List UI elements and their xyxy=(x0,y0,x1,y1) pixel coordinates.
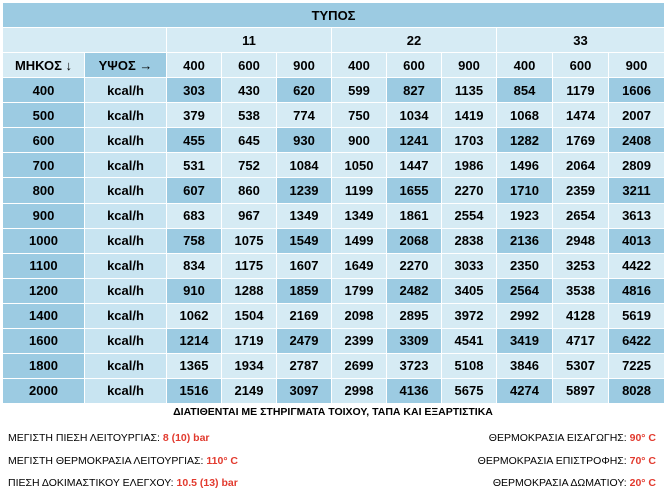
output-value-cell: 5307 xyxy=(553,353,609,378)
output-value-cell: 860 xyxy=(222,178,277,203)
output-value-cell: 3419 xyxy=(497,328,553,353)
table-row xyxy=(3,378,665,403)
output-value-cell: 5897 xyxy=(553,378,609,403)
output-value-cell: 538 xyxy=(222,103,277,128)
output-value-cell: 1068 xyxy=(497,103,553,128)
height-header: 600 xyxy=(222,53,277,78)
output-value-cell: 2564 xyxy=(497,278,553,303)
output-value-cell: 4274 xyxy=(497,378,553,403)
output-value-cell: 2270 xyxy=(442,178,497,203)
output-value-cell: 3211 xyxy=(609,178,665,203)
output-value-cell: 607 xyxy=(167,178,222,203)
length-label: ΜΗΚΟΣ ↓ xyxy=(3,53,85,78)
unit-cell: kcal/h xyxy=(85,278,167,303)
output-value-cell: 1703 xyxy=(442,128,497,153)
output-value-cell: 1349 xyxy=(332,203,387,228)
output-value-cell: 620 xyxy=(277,78,332,103)
unit-cell: kcal/h xyxy=(85,378,167,403)
spec-label: ΘΕΡΜΟΚΡΑΣΙΑ ΔΩΜΑΤΙΟΥ: xyxy=(492,477,627,489)
height-header: 900 xyxy=(609,53,665,78)
output-value-cell: 2149 xyxy=(222,378,277,403)
output-value-cell: 1606 xyxy=(609,78,665,103)
output-value-cell: 4128 xyxy=(553,303,609,328)
output-value-cell: 1288 xyxy=(222,278,277,303)
table-row xyxy=(3,153,665,178)
length-cell: 400 xyxy=(3,78,85,103)
output-value-cell: 2136 xyxy=(497,228,553,253)
length-cell: 1100 xyxy=(3,253,85,278)
height-header: 400 xyxy=(332,53,387,78)
output-value-cell: 1199 xyxy=(332,178,387,203)
length-cell: 1400 xyxy=(3,303,85,328)
output-value-cell: 4541 xyxy=(442,328,497,353)
output-value-cell: 2007 xyxy=(609,103,665,128)
output-value-cell: 645 xyxy=(222,128,277,153)
output-value-cell: 1474 xyxy=(553,103,609,128)
output-value-cell: 1710 xyxy=(497,178,553,203)
output-value-cell: 2992 xyxy=(497,303,553,328)
output-value-cell: 5108 xyxy=(442,353,497,378)
length-cell: 700 xyxy=(3,153,85,178)
output-value-cell: 2809 xyxy=(609,153,665,178)
height-header: 600 xyxy=(553,53,609,78)
output-value-cell: 1549 xyxy=(277,228,332,253)
output-value-cell: 1135 xyxy=(442,78,497,103)
type-header: 22 xyxy=(332,28,497,53)
table-row xyxy=(3,328,665,353)
output-value-cell: 910 xyxy=(167,278,222,303)
table-row xyxy=(3,228,665,253)
table-row xyxy=(3,128,665,153)
height-label: ΥΨΟΣ → xyxy=(85,53,167,78)
output-value-cell: 1934 xyxy=(222,353,277,378)
output-value-cell: 827 xyxy=(387,78,442,103)
spec-max-pressure xyxy=(8,432,210,444)
output-value-cell: 2554 xyxy=(442,203,497,228)
output-value-cell: 2895 xyxy=(387,303,442,328)
spec-value: 10.5 (13) bar xyxy=(176,477,238,489)
length-cell: 800 xyxy=(3,178,85,203)
table-row xyxy=(3,353,665,378)
height-header: 900 xyxy=(277,53,332,78)
unit-cell: kcal/h xyxy=(85,178,167,203)
output-value-cell: 1799 xyxy=(332,278,387,303)
output-value-cell: 1719 xyxy=(222,328,277,353)
output-value-cell: 3723 xyxy=(387,353,442,378)
output-value-cell: 1214 xyxy=(167,328,222,353)
output-value-cell: 1050 xyxy=(332,153,387,178)
output-value-cell: 2098 xyxy=(332,303,387,328)
length-cell: 2000 xyxy=(3,378,85,403)
output-value-cell: 379 xyxy=(167,103,222,128)
output-value-cell: 834 xyxy=(167,253,222,278)
unit-cell: kcal/h xyxy=(85,203,167,228)
output-value-cell: 1365 xyxy=(167,353,222,378)
output-value-cell: 5619 xyxy=(609,303,665,328)
output-value-cell: 2169 xyxy=(277,303,332,328)
spec-return-temperature xyxy=(478,455,656,467)
output-value-cell: 1241 xyxy=(387,128,442,153)
table-title: ΤΥΠΟΣ xyxy=(3,3,665,28)
output-value-cell: 2068 xyxy=(387,228,442,253)
spec-value: 20° C xyxy=(629,477,656,489)
output-value-cell: 758 xyxy=(167,228,222,253)
spec-inlet-temperature xyxy=(489,432,656,444)
output-value-cell: 7225 xyxy=(609,353,665,378)
output-value-cell: 683 xyxy=(167,203,222,228)
length-cell: 600 xyxy=(3,128,85,153)
output-value-cell: 4717 xyxy=(553,328,609,353)
output-value-cell: 3405 xyxy=(442,278,497,303)
type-header: 11 xyxy=(167,28,332,53)
unit-cell: kcal/h xyxy=(85,303,167,328)
unit-cell: kcal/h xyxy=(85,128,167,153)
output-value-cell: 4136 xyxy=(387,378,442,403)
table-row xyxy=(3,178,665,203)
output-value-cell: 2654 xyxy=(553,203,609,228)
output-value-cell: 3613 xyxy=(609,203,665,228)
output-value-cell: 1859 xyxy=(277,278,332,303)
output-value-cell: 4422 xyxy=(609,253,665,278)
length-cell: 1600 xyxy=(3,328,85,353)
height-header: 600 xyxy=(387,53,442,78)
output-value-cell: 1062 xyxy=(167,303,222,328)
output-value-cell: 1034 xyxy=(387,103,442,128)
output-value-cell: 2838 xyxy=(442,228,497,253)
spec-room-temperature xyxy=(493,477,656,489)
unit-cell: kcal/h xyxy=(85,253,167,278)
output-value-cell: 1075 xyxy=(222,228,277,253)
output-value-cell: 1499 xyxy=(332,228,387,253)
unit-cell: kcal/h xyxy=(85,78,167,103)
heat-output-table xyxy=(2,2,665,404)
output-value-cell: 8028 xyxy=(609,378,665,403)
output-value-cell: 5675 xyxy=(442,378,497,403)
spec-label: ΜΕΓΙΣΤΗ ΠΙΕΣΗ ΛΕΙΤΟΥΡΓΙΑΣ: xyxy=(8,432,160,444)
height-header: 400 xyxy=(167,53,222,78)
output-value-cell: 3972 xyxy=(442,303,497,328)
spec-value: 90° C xyxy=(629,432,656,444)
table-row xyxy=(3,253,665,278)
spec-label: ΠΙΕΣΗ ΔΟΚΙΜΑΣΤΙΚΟΥ ΕΛΕΓΧΟΥ: xyxy=(8,477,174,489)
spec-label: ΜΕΓΙΣΤΗ ΘΕΡΜΟΚΡΑΣΙΑ ΛΕΙΤΟΥΡΓΙΑΣ: xyxy=(8,455,204,467)
output-value-cell: 6422 xyxy=(609,328,665,353)
output-value-cell: 3538 xyxy=(553,278,609,303)
output-value-cell: 3033 xyxy=(442,253,497,278)
table-row xyxy=(3,103,665,128)
length-cell: 900 xyxy=(3,203,85,228)
output-value-cell: 1655 xyxy=(387,178,442,203)
output-value-cell: 1447 xyxy=(387,153,442,178)
output-value-cell: 2359 xyxy=(553,178,609,203)
type-header: 33 xyxy=(497,28,665,53)
output-value-cell: 2399 xyxy=(332,328,387,353)
output-value-cell: 2787 xyxy=(277,353,332,378)
table-row xyxy=(3,303,665,328)
output-value-cell: 4816 xyxy=(609,278,665,303)
output-value-cell: 1769 xyxy=(553,128,609,153)
spec-value: 70° C xyxy=(629,455,656,467)
length-cell: 1800 xyxy=(3,353,85,378)
unit-cell: kcal/h xyxy=(85,153,167,178)
output-value-cell: 750 xyxy=(332,103,387,128)
output-value-cell: 752 xyxy=(222,153,277,178)
output-value-cell: 1419 xyxy=(442,103,497,128)
output-value-cell: 2064 xyxy=(553,153,609,178)
output-value-cell: 1179 xyxy=(553,78,609,103)
output-value-cell: 1649 xyxy=(332,253,387,278)
output-value-cell: 1349 xyxy=(277,203,332,228)
spec-label: ΘΕΡΜΟΚΡΑΣΙΑ ΕΠΙΣΤΡΟΦΗΣ: xyxy=(477,455,627,467)
output-value-cell: 2270 xyxy=(387,253,442,278)
output-value-cell: 1986 xyxy=(442,153,497,178)
output-value-cell: 1861 xyxy=(387,203,442,228)
output-value-cell: 3097 xyxy=(277,378,332,403)
output-value-cell: 2408 xyxy=(609,128,665,153)
output-value-cell: 3309 xyxy=(387,328,442,353)
spec-label: ΘΕΡΜΟΚΡΑΣΙΑ ΕΙΣΑΓΩΓΗΣ: xyxy=(488,432,627,444)
output-value-cell: 1084 xyxy=(277,153,332,178)
output-value-cell: 967 xyxy=(222,203,277,228)
table-row xyxy=(3,78,665,103)
output-value-cell: 3253 xyxy=(553,253,609,278)
height-header: 900 xyxy=(442,53,497,78)
unit-cell: kcal/h xyxy=(85,103,167,128)
output-value-cell: 1496 xyxy=(497,153,553,178)
spec-max-temperature xyxy=(8,455,238,467)
table-row xyxy=(3,278,665,303)
length-cell: 1200 xyxy=(3,278,85,303)
unit-cell: kcal/h xyxy=(85,353,167,378)
output-value-cell: 303 xyxy=(167,78,222,103)
output-value-cell: 1516 xyxy=(167,378,222,403)
output-value-cell: 430 xyxy=(222,78,277,103)
unit-cell: kcal/h xyxy=(85,228,167,253)
height-header: 400 xyxy=(497,53,553,78)
output-value-cell: 900 xyxy=(332,128,387,153)
output-value-cell: 4013 xyxy=(609,228,665,253)
output-value-cell: 2699 xyxy=(332,353,387,378)
output-value-cell: 1175 xyxy=(222,253,277,278)
output-value-cell: 2998 xyxy=(332,378,387,403)
accessories-note: ΔΙΑΤΙΘΕΝΤΑΙ ΜΕ ΣΤΗΡΙΓΜΑΤΑ ΤΟΙΧΟΥ, ΤΑΠΑ ΚΑΙ ΕΞΑΡΤΙΣΤΙΚΑ xyxy=(173,406,493,418)
output-value-cell: 1504 xyxy=(222,303,277,328)
length-cell: 500 xyxy=(3,103,85,128)
unit-cell: kcal/h xyxy=(85,328,167,353)
spec-test-pressure xyxy=(8,477,238,489)
spec-value: 110° C xyxy=(206,455,239,467)
output-value-cell: 854 xyxy=(497,78,553,103)
output-value-cell: 774 xyxy=(277,103,332,128)
output-value-cell: 599 xyxy=(332,78,387,103)
table-row xyxy=(3,203,665,228)
spec-value: 8 (10) bar xyxy=(162,432,210,444)
length-cell: 1000 xyxy=(3,228,85,253)
output-value-cell: 1282 xyxy=(497,128,553,153)
output-value-cell: 455 xyxy=(167,128,222,153)
output-value-cell: 2479 xyxy=(277,328,332,353)
corner-blank xyxy=(3,28,167,53)
output-value-cell: 2948 xyxy=(553,228,609,253)
output-value-cell: 2350 xyxy=(497,253,553,278)
output-value-cell: 2482 xyxy=(387,278,442,303)
output-value-cell: 1923 xyxy=(497,203,553,228)
output-value-cell: 3846 xyxy=(497,353,553,378)
output-value-cell: 1607 xyxy=(277,253,332,278)
output-value-cell: 531 xyxy=(167,153,222,178)
output-value-cell: 930 xyxy=(277,128,332,153)
output-value-cell: 1239 xyxy=(277,178,332,203)
